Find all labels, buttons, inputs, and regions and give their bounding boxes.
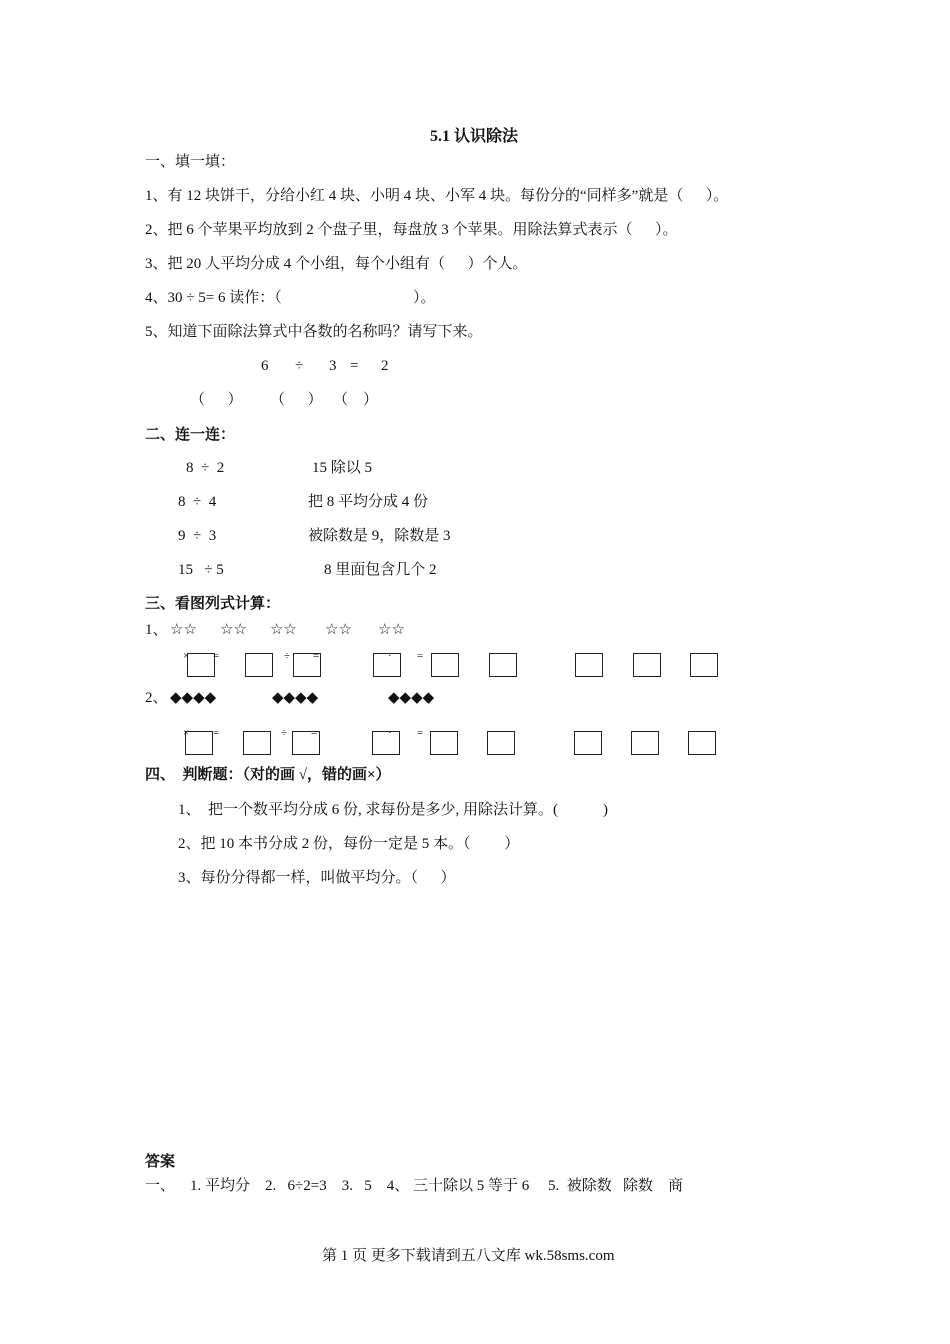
star-group-icon: ☆☆ bbox=[170, 622, 197, 638]
name-blank-1: （ ） bbox=[190, 392, 243, 408]
match-left-1: 8 ÷ 2 bbox=[186, 460, 225, 476]
answer-box[interactable] bbox=[245, 653, 273, 677]
diamond-group-icon: ◆◆◆◆ bbox=[388, 690, 435, 706]
answer-box[interactable] bbox=[633, 653, 661, 677]
op-dot: · bbox=[388, 727, 392, 739]
name-blank-2: （ ） bbox=[270, 392, 323, 408]
answer-box[interactable] bbox=[373, 653, 401, 677]
answer-box[interactable] bbox=[690, 653, 718, 677]
op-divide: ÷ bbox=[284, 650, 291, 662]
op-dot: · bbox=[388, 650, 392, 662]
equation-equals: = bbox=[350, 358, 359, 374]
answer-box[interactable] bbox=[372, 731, 400, 755]
question-3-2-label: 2、 bbox=[145, 690, 168, 706]
answers-heading: 答案 bbox=[145, 1154, 176, 1170]
match-right-4: 8 里面包含几个 2 bbox=[324, 562, 437, 578]
answer-box[interactable] bbox=[431, 653, 459, 677]
answer-box[interactable] bbox=[631, 731, 659, 755]
op-equals: = bbox=[311, 727, 318, 739]
op-equals: = bbox=[313, 650, 320, 662]
question-4-3: 3、每份分得都一样，叫做平均分。（ ） bbox=[178, 870, 456, 886]
diamond-group-icon: ◆◆◆◆ bbox=[170, 690, 217, 706]
star-group-icon: ☆☆ bbox=[270, 622, 297, 638]
section4-heading: 四、 判断题：（对的画 √，错的画×） bbox=[145, 767, 391, 783]
name-blank-3: （ ） bbox=[333, 392, 379, 408]
answer-box[interactable] bbox=[575, 653, 603, 677]
question-1-2: 2、把 6 个苹果平均放到 2 个盘子里，每盘放 3 个苹果。用除法算式表示（ ）。 bbox=[145, 222, 678, 238]
match-right-1: 15 除以 5 bbox=[312, 460, 373, 476]
section2-heading: 二、连一连： bbox=[145, 427, 236, 443]
match-right-3: 被除数是 9，除数是 3 bbox=[308, 528, 451, 544]
answers-line: 一、 1. 平均分 2. 6÷2=3 3. 5 4、 三十除以 5 等于 6 5. 被除数 除数 商 bbox=[145, 1178, 683, 1194]
answer-box[interactable] bbox=[293, 653, 321, 677]
star-group-icon: ☆☆ bbox=[220, 622, 247, 638]
star-group-icon: ☆☆ bbox=[378, 622, 405, 638]
page-footer: 第 1 页 更多下载请到五八文库 wk.58sms.com bbox=[322, 1248, 615, 1264]
answer-box[interactable] bbox=[688, 731, 716, 755]
answer-box[interactable] bbox=[489, 653, 517, 677]
answer-box[interactable] bbox=[430, 731, 458, 755]
op-multiply: × bbox=[183, 727, 190, 739]
match-left-3: 9 ÷ 3 bbox=[178, 528, 217, 544]
match-left-2: 8 ÷ 4 bbox=[178, 494, 217, 510]
match-left-4: 15 ÷ 5 bbox=[178, 562, 224, 578]
question-1-1: 1、有 12 块饼干，分给小红 4 块、小明 4 块、小军 4 块。每份分的“同样多”就是（ ）。 bbox=[145, 188, 729, 204]
equation-dividend: 6 bbox=[261, 358, 269, 374]
op-divide: ÷ bbox=[281, 727, 288, 739]
op-equals: = bbox=[213, 650, 220, 662]
equation-divisor: 3 bbox=[329, 358, 337, 374]
question-1-5: 5、知道下面除法算式中各数的名称吗？请写下来。 bbox=[145, 324, 483, 340]
equation-quotient: 2 bbox=[381, 358, 389, 374]
op-equals: = bbox=[213, 727, 220, 739]
page-title: 5.1 认识除法 bbox=[430, 128, 519, 145]
section3-heading: 三、看图列式计算： bbox=[145, 596, 281, 612]
question-3-1-label: 1、 bbox=[145, 622, 168, 638]
section1-heading: 一、填一填： bbox=[145, 154, 236, 170]
answer-box[interactable] bbox=[487, 731, 515, 755]
question-1-4: 4、30 ÷ 5= 6 读作：（ ）。 bbox=[145, 290, 436, 306]
op-equals: = bbox=[417, 727, 424, 739]
answer-box[interactable] bbox=[292, 731, 320, 755]
question-4-1: 1、 把一个数平均分成 6 份, 求每份是多少, 用除法计算。( ) bbox=[178, 802, 608, 818]
answer-box[interactable] bbox=[187, 653, 215, 677]
diamond-group-icon: ◆◆◆◆ bbox=[272, 690, 319, 706]
answer-box[interactable] bbox=[574, 731, 602, 755]
op-multiply: × bbox=[183, 650, 190, 662]
answer-box[interactable] bbox=[185, 731, 213, 755]
question-1-3: 3、把 20 人平均分成 4 个小组，每个小组有（ ）个人。 bbox=[145, 256, 528, 272]
answer-box[interactable] bbox=[243, 731, 271, 755]
question-4-2: 2、把 10 本书分成 2 份，每份一定是 5 本。（ ） bbox=[178, 836, 520, 852]
star-group-icon: ☆☆ bbox=[325, 622, 352, 638]
match-right-2: 把 8 平均分成 4 份 bbox=[308, 494, 429, 510]
equation-divide-sign: ÷ bbox=[295, 358, 304, 374]
op-equals: = bbox=[417, 650, 424, 662]
